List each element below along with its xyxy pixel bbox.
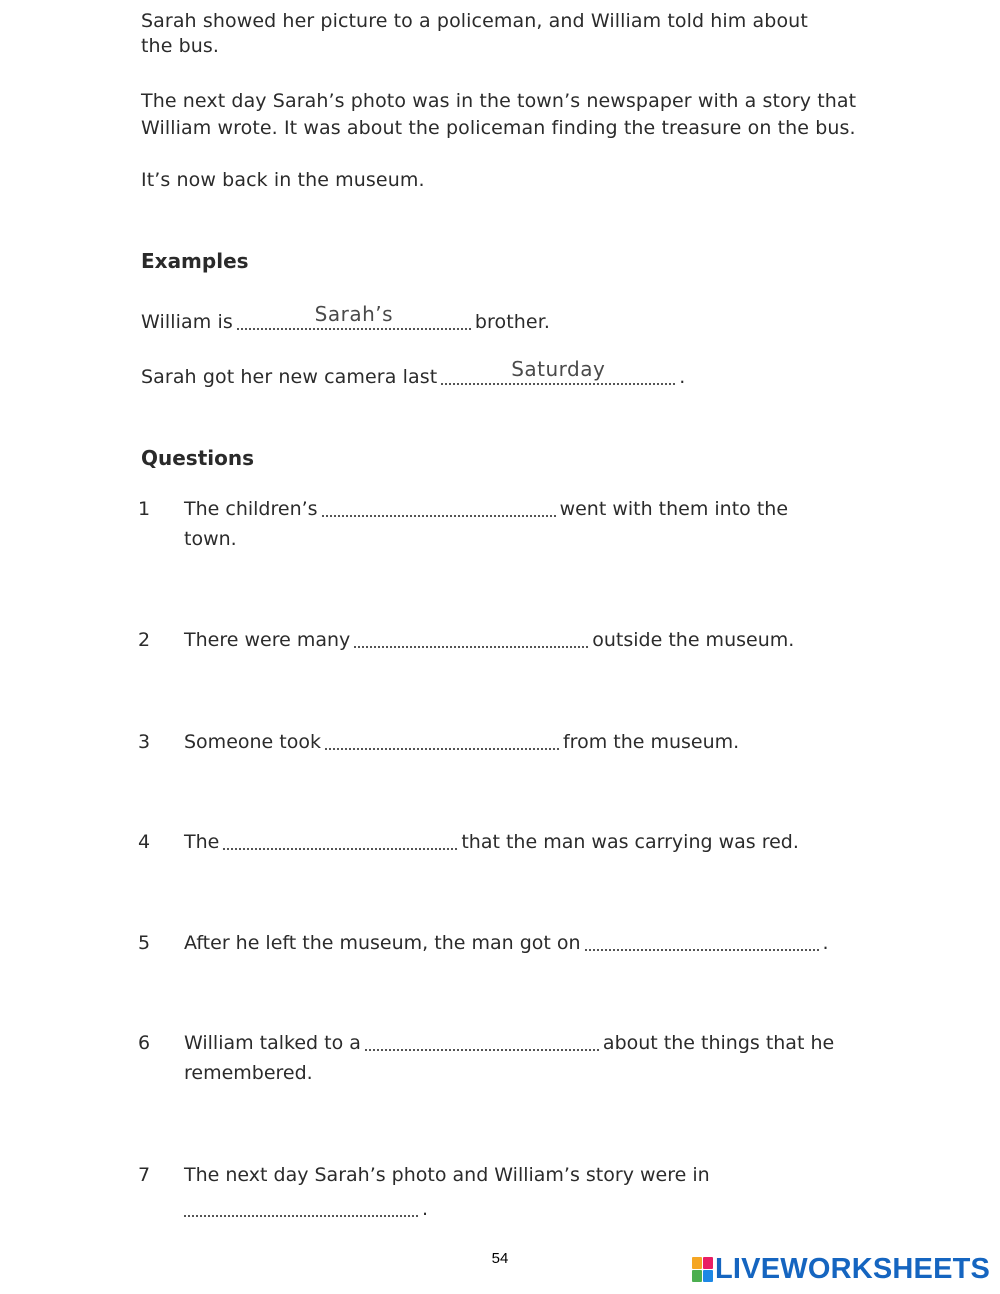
question-3 bbox=[138, 727, 739, 757]
page-number: 54 bbox=[491, 1250, 509, 1267]
question-text-after: about the things that he bbox=[602, 1032, 835, 1054]
question-text-before: The children’s bbox=[184, 498, 318, 520]
example-2-answer: Saturday bbox=[511, 357, 606, 381]
question-text-after: . bbox=[822, 932, 829, 954]
example-1 bbox=[141, 302, 551, 335]
passage-line: the bus. bbox=[141, 35, 220, 57]
answer-blank-4[interactable] bbox=[223, 830, 457, 850]
answer-blank-3[interactable] bbox=[325, 730, 559, 750]
liveworksheets-logo-icon bbox=[692, 1257, 713, 1282]
example-2-blank bbox=[441, 357, 675, 385]
question-number: 1 bbox=[138, 498, 151, 520]
question-number: 6 bbox=[138, 1032, 151, 1054]
question-text-before: The next day Sarah’s photo and William’s story were in bbox=[184, 1164, 710, 1186]
passage-line: The next day Sarah’s photo was in the town’s newspaper with a story that bbox=[141, 90, 857, 112]
question-number: 4 bbox=[138, 831, 151, 853]
question-1-continuation: town. bbox=[184, 528, 237, 550]
question-text-before: Someone took bbox=[184, 731, 321, 753]
question-7 bbox=[138, 1160, 710, 1190]
question-text-after: from the museum. bbox=[562, 731, 740, 753]
answer-blank-5[interactable] bbox=[585, 931, 819, 951]
question-6 bbox=[138, 1028, 834, 1058]
answer-blank-6[interactable] bbox=[365, 1031, 599, 1051]
example-1-before: William is bbox=[141, 311, 233, 333]
liveworksheets-logo bbox=[692, 1253, 990, 1286]
passage-line: William wrote. It was about the policeman finding the treasure on the bus. bbox=[141, 117, 856, 139]
example-1-blank bbox=[237, 302, 471, 330]
question-text-after: that the man was carrying was red. bbox=[461, 831, 799, 853]
question-text-before: William talked to a bbox=[184, 1032, 361, 1054]
question-text-before: The bbox=[184, 831, 220, 853]
questions-heading: Questions bbox=[141, 446, 255, 470]
passage-line: It’s now back in the museum. bbox=[141, 169, 425, 191]
answer-blank-7[interactable] bbox=[184, 1197, 418, 1217]
question-number: 7 bbox=[138, 1164, 151, 1186]
question-1 bbox=[138, 494, 788, 524]
question-text-before: After he left the museum, the man got on bbox=[184, 932, 581, 954]
question-number: 3 bbox=[138, 731, 151, 753]
question-text-after: went with them into the bbox=[559, 498, 789, 520]
question-6-continuation: remembered. bbox=[184, 1062, 313, 1084]
example-1-answer: Sarah’s bbox=[314, 302, 394, 326]
example-2 bbox=[141, 357, 686, 390]
question-text-before: There were many bbox=[184, 629, 351, 651]
question-2 bbox=[138, 625, 794, 655]
example-2-after: . bbox=[679, 366, 686, 388]
question-text-after: . bbox=[422, 1198, 429, 1220]
question-5 bbox=[138, 928, 829, 958]
logo-text: LIVEWORKSHEETS bbox=[715, 1253, 991, 1285]
example-1-after: brother. bbox=[474, 311, 551, 333]
answer-blank-1[interactable] bbox=[322, 497, 556, 517]
question-text-after: outside the museum. bbox=[592, 629, 795, 651]
examples-heading: Examples bbox=[141, 249, 249, 273]
question-number: 5 bbox=[138, 932, 151, 954]
passage-line: Sarah showed her picture to a policeman, and William told him about bbox=[141, 10, 808, 32]
example-2-before: Sarah got her new camera last bbox=[141, 366, 438, 388]
question-number: 2 bbox=[138, 629, 151, 651]
question-4 bbox=[138, 827, 799, 857]
answer-blank-2[interactable] bbox=[354, 628, 588, 648]
question-7-continuation bbox=[184, 1194, 428, 1224]
